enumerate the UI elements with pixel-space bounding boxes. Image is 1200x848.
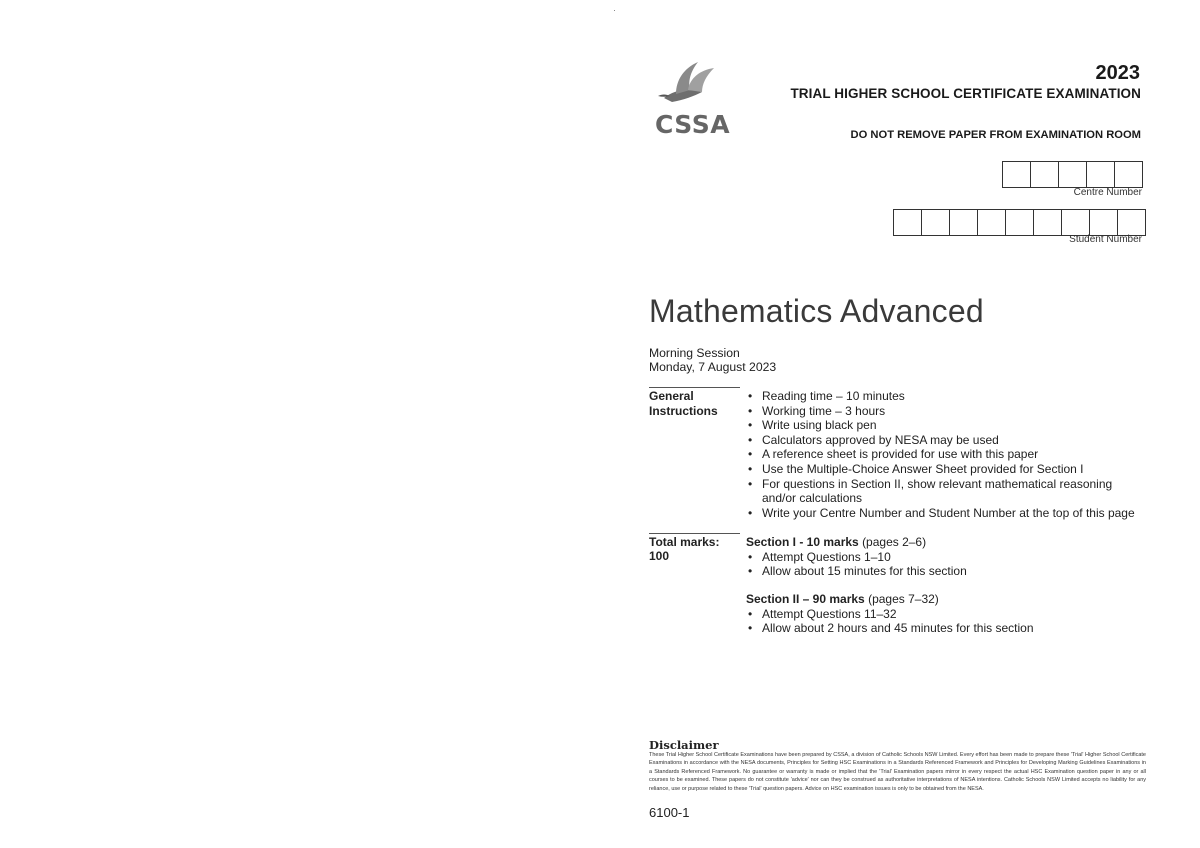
exam-year: 2023	[1095, 62, 1140, 84]
scan-speck	[614, 10, 615, 11]
disclaimer-text: These Trial Higher School Certificate Examinations have been prepared by CSSA, a division of Catholic Schools NSW Limited. Every effort has been made to prepare these 'Trial' Higher School Certificate Examinations in accordance with the NESA documents, Principles for Setting HSC Examinations in a Standards Referenced Framework and Principles for Developing Marking Guidelines Examinations in a Standards Referenced Framework. No guarantee or warranty is made or implied that the 'Trial' Examination papers mirror in every respect the actual HSC Examination question paper in any or all courses to be examined. These papers do not constitute 'advice' nor can they be construed as authoritative interpretations of NESA intentions. Catholic Schools NSW Limited accepts no liability for any reliance, use or purpose related to these 'Trial' question papers. Advice on HSC examination issues is only to be obtained from the NESA.	[649, 752, 1146, 792]
student-digit-box[interactable]	[977, 209, 1006, 236]
bullet-icon: •	[748, 621, 753, 636]
removal-notice: DO NOT REMOVE PAPER FROM EXAMINATION ROOM	[850, 129, 1141, 141]
section-item	[746, 607, 1156, 622]
section-item-text: Attempt Questions 11–32	[762, 606, 897, 621]
student-number-label: Student Number	[1069, 234, 1142, 245]
centre-digit-box[interactable]	[1086, 161, 1115, 188]
section-title: Section I - 10 marks	[746, 535, 859, 549]
instruction-item	[746, 404, 1156, 419]
section-title: Section II – 90 marks	[746, 592, 865, 606]
cssa-logo	[650, 60, 730, 140]
session-info	[649, 346, 776, 374]
heading-line: Instructions	[649, 404, 718, 418]
bullet-icon: •	[748, 403, 753, 418]
bullet-icon: •	[748, 461, 753, 476]
section-list	[746, 550, 1156, 579]
section-heading	[746, 592, 1156, 607]
bullet-icon: •	[748, 505, 753, 520]
paper-code: 6100-1	[649, 805, 690, 820]
bullet-icon: •	[748, 606, 753, 621]
section-item-text: Allow about 2 hours and 45 minutes for this section	[762, 621, 1034, 636]
instruction-text: For questions in Section II, show relevant mathematical reasoning and/or calculations	[762, 476, 1113, 506]
dove-flame-icon	[654, 60, 724, 110]
total-marks-label: Total marks:	[649, 535, 720, 549]
instruction-item	[746, 462, 1156, 477]
logo-text: CSSA	[655, 110, 731, 139]
instruction-item	[746, 389, 1156, 404]
student-digit-box[interactable]	[1033, 209, 1062, 236]
instruction-item	[746, 506, 1156, 521]
student-number-boxes[interactable]	[894, 209, 1146, 236]
disclaimer-heading: Disclaimer	[649, 738, 719, 752]
bullet-icon: •	[748, 447, 753, 462]
student-digit-box[interactable]	[893, 209, 922, 236]
centre-digit-box[interactable]	[1058, 161, 1087, 188]
instruction-item	[746, 447, 1156, 462]
section-item	[746, 621, 1156, 636]
instruction-text: A reference sheet is provided for use with this paper	[762, 447, 1039, 462]
section-two	[746, 592, 1156, 636]
centre-number-boxes[interactable]	[1003, 161, 1143, 188]
section-item-text: Attempt Questions 1–10	[762, 549, 891, 564]
divider-rule	[649, 387, 740, 388]
bullet-icon: •	[748, 418, 753, 433]
student-digit-box[interactable]	[1005, 209, 1034, 236]
student-digit-box[interactable]	[949, 209, 978, 236]
instruction-item	[746, 477, 1142, 506]
centre-digit-box[interactable]	[1114, 161, 1143, 188]
section-one	[746, 535, 1156, 579]
instruction-item	[746, 418, 1156, 433]
bullet-icon: •	[748, 432, 753, 447]
student-digit-box[interactable]	[1117, 209, 1146, 236]
section-item	[746, 550, 1156, 565]
general-instructions-heading	[649, 389, 718, 419]
instruction-text: Write your Centre Number and Student Number at the top of this page	[762, 505, 1135, 520]
section-item	[746, 564, 1156, 579]
section-pages: (pages 2–6)	[862, 535, 927, 549]
section-list	[746, 607, 1156, 636]
bullet-icon: •	[748, 389, 753, 403]
session-name: Morning Session	[649, 346, 740, 360]
session-date: Monday, 7 August 2023	[649, 360, 777, 374]
general-instructions-list	[746, 389, 1156, 520]
heading-line: General	[649, 389, 694, 403]
centre-digit-box[interactable]	[1002, 161, 1031, 188]
instruction-text: Reading time – 10 minutes	[762, 389, 905, 403]
divider-rule	[649, 533, 740, 534]
bullet-icon: •	[748, 476, 753, 491]
student-digit-box[interactable]	[921, 209, 950, 236]
instruction-text: Use the Multiple-Choice Answer Sheet provided for Section I	[762, 461, 1084, 476]
section-pages: (pages 7–32)	[868, 592, 939, 606]
instruction-text: Write using black pen	[762, 418, 877, 433]
centre-number-label: Centre Number	[1073, 187, 1142, 198]
section-item-text: Allow about 15 minutes for this section	[762, 564, 967, 579]
student-digit-box[interactable]	[1061, 209, 1090, 236]
instruction-text: Calculators approved by NESA may be used	[762, 432, 999, 447]
bullet-icon: •	[748, 549, 753, 564]
instruction-item	[746, 433, 1156, 448]
total-marks-value: 100	[649, 549, 670, 563]
section-heading	[746, 535, 1156, 550]
instruction-text: Working time – 3 hours	[762, 403, 886, 418]
bullet-icon: •	[748, 564, 753, 579]
exam-title: TRIAL HIGHER SCHOOL CERTIFICATE EXAMINATION	[790, 86, 1141, 101]
student-digit-box[interactable]	[1089, 209, 1118, 236]
centre-digit-box[interactable]	[1030, 161, 1059, 188]
subject-title: Mathematics Advanced	[649, 293, 984, 329]
